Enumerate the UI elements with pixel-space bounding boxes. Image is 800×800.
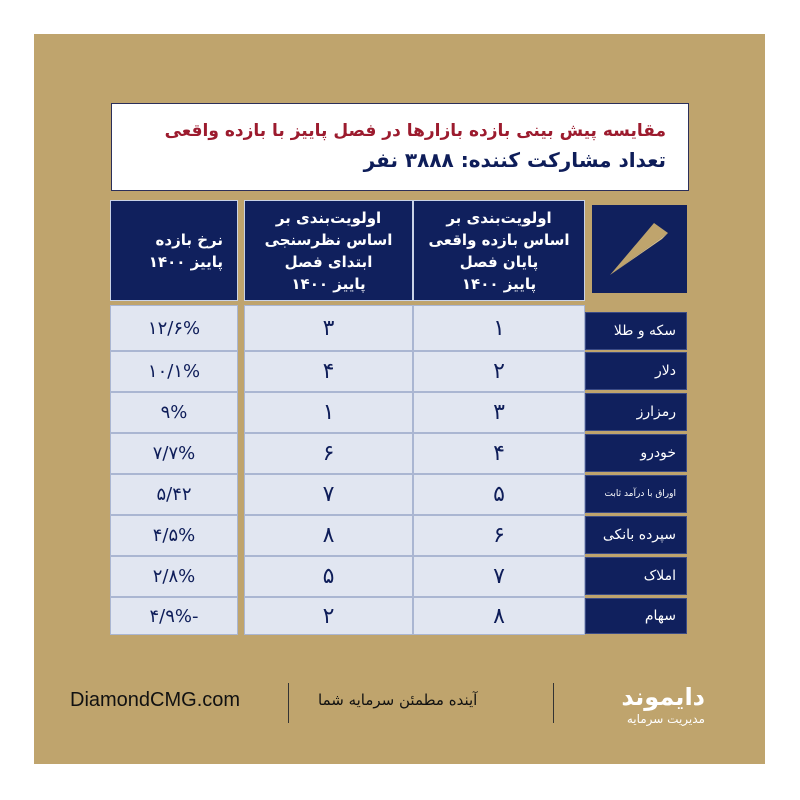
actual-rank: ۱ — [413, 305, 585, 351]
header-return-rate-label: نرخ بازده پاییز ۱۴۰۰ — [148, 230, 223, 271]
return-rate: ۲/۸% — [110, 556, 238, 597]
market-name: سهام — [585, 598, 687, 634]
market-name: رمزارز — [585, 393, 687, 431]
brand-logo — [585, 683, 705, 727]
survey-rank: ۴ — [244, 351, 413, 392]
footer-divider — [553, 683, 554, 723]
market-name: املاک — [585, 557, 687, 595]
return-rate: -۴/۹% — [110, 597, 238, 635]
participant-count: تعداد مشارکت کننده: ۳۸۸۸ نفر — [363, 148, 666, 172]
brand-subtitle: مدیریت سرمایه — [626, 712, 705, 726]
survey-rank: ۲ — [244, 597, 413, 635]
slogan: آینده مطمئن سرمایه شما — [318, 691, 478, 709]
market-name: سکه و طلا — [585, 312, 687, 350]
actual-rank: ۷ — [413, 556, 585, 597]
header-survey-rank — [244, 200, 413, 301]
page-title: مقایسه پیش بینی بازده بازارها در فصل پاییز با بازده واقعی — [164, 121, 666, 141]
market-name: سپرده بانکی — [585, 516, 687, 554]
header-return-rate — [110, 200, 238, 301]
return-rate: ۹% — [110, 392, 238, 433]
diamond-logo-icon — [592, 205, 687, 293]
actual-rank: ۸ — [413, 597, 585, 635]
survey-rank: ۳ — [244, 305, 413, 351]
market-name: اوراق با درآمد ثابت — [585, 475, 687, 513]
header-actual-rank-label: اولویت‌بندی بر اساس بازده واقعی پایان فصل پاییز ۱۴۰۰ — [428, 208, 570, 293]
brand-name: دایموند — [621, 683, 705, 711]
website-link[interactable]: DiamondCMG.com — [70, 689, 241, 711]
survey-rank: ۶ — [244, 433, 413, 474]
return-rate: ۷/۷% — [110, 433, 238, 474]
header-box — [111, 103, 689, 191]
return-rate: ۱۰/۱% — [110, 351, 238, 392]
header-survey-rank-label: اولویت‌بندی بر اساس نظرسنجی ابتدای فصل پاییز ۱۴۰۰ — [264, 208, 393, 293]
actual-rank: ۲ — [413, 351, 585, 392]
return-rate: ۴/۵% — [110, 515, 238, 556]
survey-rank: ۵ — [244, 556, 413, 597]
return-rate: ۱۲/۶% — [110, 305, 238, 351]
survey-rank: ۸ — [244, 515, 413, 556]
return-rate: ۵/۴۲ — [110, 474, 238, 515]
market-name: خودرو — [585, 434, 687, 472]
header-actual-rank — [413, 200, 585, 301]
footer-divider — [288, 683, 289, 723]
survey-rank: ۱ — [244, 392, 413, 433]
actual-rank: ۴ — [413, 433, 585, 474]
survey-rank: ۷ — [244, 474, 413, 515]
actual-rank: ۳ — [413, 392, 585, 433]
actual-rank: ۶ — [413, 515, 585, 556]
market-name: دلار — [585, 352, 687, 390]
actual-rank: ۵ — [413, 474, 585, 515]
